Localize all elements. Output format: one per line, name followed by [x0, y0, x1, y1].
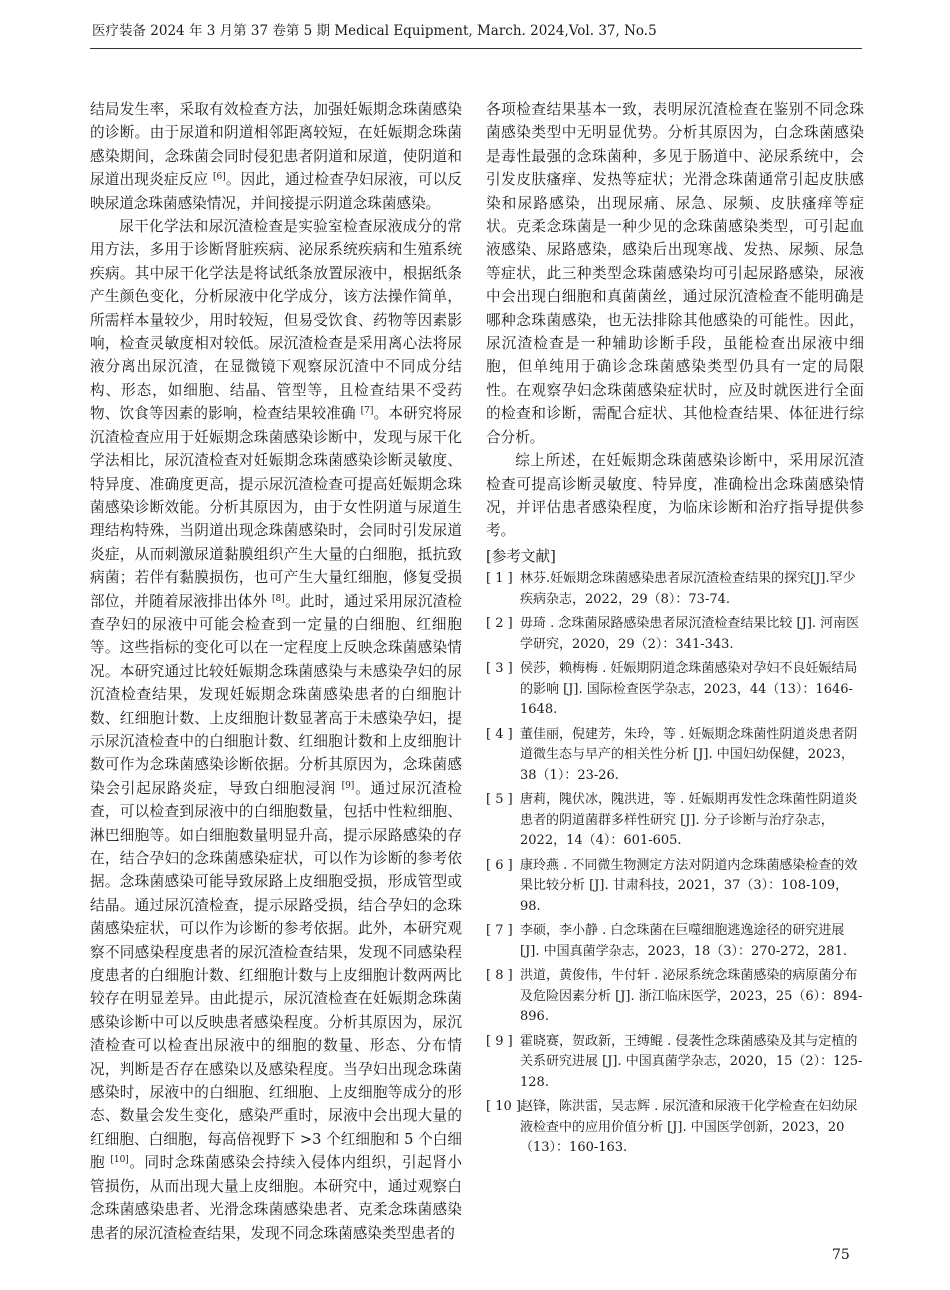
right-column	[486, 98, 864, 1163]
reference-number: [ 1 ]	[486, 571, 513, 587]
paragraph-2-text-e: 。同时念珠菌感染会持续入侵体内组织，引起肾小管损伤，从而出现大量上皮细胞。本研究中，通过观察白念珠菌感染患者、光滑念珠菌感染患者、克柔念珠菌感染患者的尿沉渣检查结果，发现不同念珠菌感染类型患者的	[90, 1154, 462, 1242]
paragraph-2-text-d: 。通过尿沉渣检查，可以检查到尿液中的白细胞数量，包括中性粒细胞、淋巴细胞等。如白细胞数量明显升高，提示尿路感染的存在，结合孕妇的念珠菌感染症状，可以作为诊断的参考依据。念珠菌感染可能导致尿路上皮细胞受损，形成管型或结晶。通过尿沉渣检查，提示尿路受损，结合孕妇的念珠菌感染症状，可以作为诊断的参考依据。此外，本研究观察不同感染程度患者的尿沉渣检查结果，发现不同感染程度患者的白细胞计数、红细胞计数与上皮细胞计数两两比较存在明显差异。由此提示，尿沉渣检查在妊娠期念珠菌感染诊断中可以反映患者感染程度。分析其原因为，尿沉渣检查可以检查出尿液中的细胞的数量、形态、分布情况，判断是否存在感染以及感染程度。当孕妇出现念珠菌感染时，尿液中的白细胞、红细胞、上皮细胞等成分的形态、数量会发生变化，感染严重时，尿液中会出现大量的红细胞、白细胞，每高倍视野下 >3 个红细胞和 5 个白细胞	[90, 779, 462, 1172]
citation-10[interactable]: [10]	[110, 1155, 129, 1166]
paragraph-1-text-a: 结局发生率，采取有效检查方法，加强妊娠期念珠菌感染的诊断。由于尿道和阴道相邻距离较短，在妊娠期念珠菌感染期间，念珠菌会同时侵犯患者阴道和尿道，使阴道和尿道出现炎症反应	[90, 101, 462, 189]
reference-number: [ 6 ]	[486, 857, 513, 873]
reference-number: [ 2 ]	[486, 616, 513, 632]
reference-text: 赵锋，陈洪雷，吴志辉 . 尿沉渣和尿液干化学检查在妇幼尿液检查中的应用价值分析 [J]. 中国医学创新，2023，20（13）：160-163.	[520, 1099, 858, 1156]
paragraph-2-text-b: 。本研究将尿沉渣检查应用于妊娠期念珠菌感染诊断中，发现与尿干化学法相比，尿沉渣检查对妊娠期念珠菌感染诊断灵敏度、特异度、准确度更高，提示尿沉渣检查可提高妊娠期念珠菌感染诊断效能。分析其原因为，由于女性阴道与尿道生理结构特殊，当阴道出现念珠菌感染时，会同时引发尿道炎症，从而刺激尿道黏膜组织产生大量的白细胞，抵抗致病菌；若伴有黏膜损伤，也可产生大量红细胞，修复受损部位，并随着尿液排出体外	[90, 405, 462, 610]
reference-item	[486, 790, 864, 852]
citation-6[interactable]: [6]	[212, 172, 226, 183]
reference-item	[486, 856, 864, 918]
reference-number: [ 10 ]	[486, 1099, 521, 1115]
header-rule	[90, 48, 862, 49]
reference-text: 霍晓赛，贺政新，王缚鲲 . 侵袭性念珠菌感染及其与定植的关系研究进展 [J]. 中国真菌学杂志，2020，15（2）：125-128.	[520, 1033, 863, 1090]
paragraph-2-text-c: 。此时，通过采用尿沉渣检查孕妇的尿液中可能会检查到一定量的白细胞、红细胞等。这些指标的变化可以在一定程度上反映念珠菌感染情况。本研究通过比较妊娠期念珠菌感染与未感染孕妇的尿沉渣检查结果，发现妊娠期念珠菌感染患者的白细胞计数、红细胞计数、上皮细胞计数显著高于未感染孕妇，提示尿沉渣检查中的白细胞计数、红细胞计数和上皮细胞计数可作为念珠菌感染诊断依据。分析其原因为，念珠菌感染会引起尿路炎症，导致白细胞浸润	[90, 592, 462, 797]
reference-item	[486, 1097, 864, 1159]
left-column	[90, 98, 462, 1245]
running-header: 医疗装备 2024 年 3 月第 37 卷第 5 期 Medical Equipment, March. 2024,Vol. 37, No.5	[92, 23, 657, 39]
paragraph-1	[90, 98, 462, 215]
reference-item	[486, 1032, 864, 1094]
reference-text: 董佳丽，倪建芳，朱玲，等 . 妊娠期念珠菌性阴道炎患者阴道微生态与早产的相关性分析 [J]. 中国妇幼保健，2023，38（1）：23-26.	[520, 726, 858, 783]
reference-item	[486, 614, 864, 655]
paragraph-2-text-a: 尿干化学法和尿沉渣检查是实验室检查尿液成分的常用方法，多用于诊断肾脏疾病、泌尿系统疾病和生殖系统疾病。其中尿干化学法是将试纸条放置尿液中，根据纸条产生颜色变化，分析尿液中化学成分，该方法操作简单，所需样本量较少，用时较短，但易受饮食、药物等因素影响，检查灵敏度相对较低。尿沉渣检查是采用离心法将尿液分离出尿沉渣，在显微镜下观察尿沉渣中不同成分结构、形态，如细胞、结晶、管型等，且检查结果不受药物、饮食等因素的影响，检查结果较准确	[90, 218, 462, 423]
reference-text: 李硕，李小静 . 白念珠菌在巨噬细胞逃逸途径的研究进展 [J]. 中国真菌学杂志，2023，18（3）：270-272，281.	[520, 923, 847, 959]
reference-item	[486, 966, 864, 1028]
reference-text: 侯莎，赖梅梅 . 妊娠期阴道念珠菌感染对孕妇不良妊娠结局的影响 [J]. 国际检查医学杂志，2023，44（13）：1646-1648.	[520, 661, 858, 718]
citation-9[interactable]: [9]	[341, 780, 355, 791]
reference-number: [ 7 ]	[486, 923, 513, 939]
references-list	[486, 569, 864, 1159]
reference-item	[486, 921, 864, 962]
reference-text: 唐莉，隗伏冰，隗洪进，等 . 妊娠期再发性念珠菌性阴道炎患者的阴道菌群多样性研究 [J]. 分子诊断与治疗杂志，2022，14（4）：601-605.	[520, 792, 858, 849]
reference-number: [ 4 ]	[486, 726, 513, 742]
reference-number: [ 9 ]	[486, 1033, 513, 1049]
reference-number: [ 5 ]	[486, 792, 513, 808]
reference-text: 林芬.妊娠期念珠菌感染患者尿沉渣检查结果的探究[J].罕少疾病杂志，2022，29（8）：73-74.	[520, 571, 856, 607]
reference-item	[486, 659, 864, 721]
references-heading: [参考文献]	[486, 547, 556, 565]
reference-item	[486, 569, 864, 610]
reference-text: 康玲燕 . 不同微生物测定方法对阴道内念珠菌感染检查的效果比较分析 [J]. 甘肃科技，2021，37（3）：108-109，98.	[520, 857, 858, 914]
page-number: 75	[832, 1247, 850, 1263]
paragraph-2-continued: 各项检查结果基本一致，表明尿沉渣检查在鉴别不同念珠菌感染类型中无明显优势。分析其原因为，白念珠菌感染是毒性最强的念珠菌种，多见于肠道中、泌尿系统中，会引发皮肤瘙痒、发热等症状；光滑念珠菌通常引起皮肤感染和尿路感染，出现尿痛、尿急、尿频、皮肤瘙痒等症状。克柔念珠菌是一种少见的念珠菌感染类型，可引起血液感染、尿路感染，感染后出现寒战、发热、尿频、尿急等症状，此三种类型念珠菌感染均可引起尿路感染，尿液中会出现白细胞和真菌菌丝，通过尿沉渣检查不能明确是哪种念珠菌感染，也无法排除其他感染的可能性。因此，尿沉渣检查是一种辅助诊断手段，虽能检查出尿液中细胞，但单纯用于确诊念珠菌感染类型仍具有一定的局限性。在观察孕妇念珠菌感染症状时，应及时就医进行全面的检查和诊断，需配合症状、其他检查结果、体征进行综合分析。	[486, 101, 864, 446]
reference-text: 毋琦 . 念珠菌尿路感染患者尿沉渣检查结果比较 [J]. 河南医学研究，2020，29（2）：341-343.	[520, 616, 860, 652]
reference-number: [ 3 ]	[486, 661, 513, 677]
paragraph-1-text-b: 。因此，通过检查孕妇尿液，可以反映尿道念珠菌感染情况，并间接提示阴道念珠菌感染。	[90, 171, 463, 212]
paragraph-2	[90, 215, 462, 1245]
conclusion-paragraph: 综上所述，在妊娠期念珠菌感染诊断中，采用尿沉渣检查可提高诊断灵敏度、特异度，准确检出念珠菌感染情况，并评估患者感染程度，为临床诊断和治疗指导提供参考。	[486, 452, 864, 540]
reference-item	[486, 725, 864, 787]
reference-number: [ 8 ]	[486, 968, 513, 984]
reference-text: 洪道，黄俊伟，牛付轩 . 泌尿系统念珠菌感染的病原菌分布及危险因素分析 [J]. 浙江临床医学，2023，25（6）：894-896.	[520, 968, 863, 1025]
citation-7[interactable]: [7]	[360, 406, 374, 417]
citation-8[interactable]: [8]	[272, 593, 285, 604]
